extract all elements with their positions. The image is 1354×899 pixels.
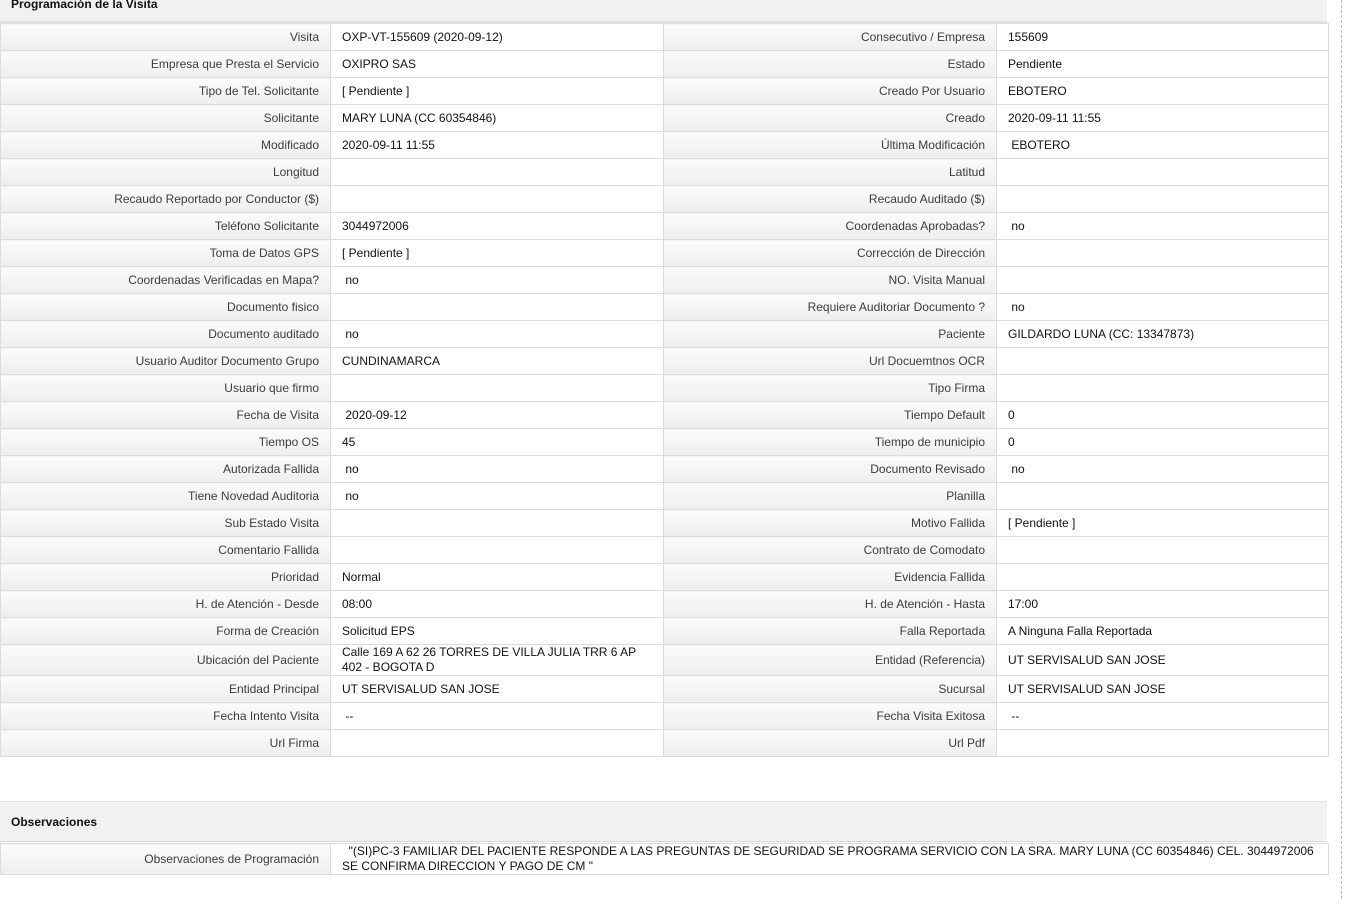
section-title-programacion-text: Programación de la Visita — [11, 0, 158, 11]
field-value: no — [331, 456, 664, 483]
field-label: Creado — [664, 105, 997, 132]
table-row — [1, 375, 1329, 402]
field-label: Modificado — [1, 132, 331, 159]
field-value — [331, 375, 664, 402]
field-label: Comentario Fallida — [1, 537, 331, 564]
observaciones-table — [0, 843, 1329, 875]
table-row — [1, 159, 1329, 186]
table-row — [1, 348, 1329, 375]
table-row — [1, 321, 1329, 348]
field-value: 2020-09-12 — [331, 402, 664, 429]
field-value: CUNDINAMARCA — [331, 348, 664, 375]
field-value — [331, 186, 664, 213]
field-label: Tipo de Tel. Solicitante — [1, 78, 331, 105]
field-value — [997, 267, 1329, 294]
field-label: Documento Revisado — [664, 456, 997, 483]
field-value — [331, 159, 664, 186]
field-label: Observaciones de Programación — [1, 844, 331, 875]
field-value — [997, 348, 1329, 375]
field-value — [331, 294, 664, 321]
field-value: EBOTERO — [997, 78, 1329, 105]
field-label: Recaudo Reportado por Conductor ($) — [1, 186, 331, 213]
field-value: UT SERVISALUD SAN JOSE — [997, 645, 1329, 676]
field-label: Sucursal — [664, 676, 997, 703]
field-label: H. de Atención - Hasta — [664, 591, 997, 618]
field-label: Forma de Creación — [1, 618, 331, 645]
field-value: OXP-VT-155609 (2020-09-12) — [331, 24, 664, 51]
table-row — [1, 51, 1329, 78]
field-value: Pendiente — [997, 51, 1329, 78]
field-value: no — [997, 294, 1329, 321]
field-value — [997, 159, 1329, 186]
field-label: Coordenadas Verificadas en Mapa? — [1, 267, 331, 294]
field-value: 17:00 — [997, 591, 1329, 618]
table-row — [1, 703, 1329, 730]
field-value: no — [997, 213, 1329, 240]
table-row — [1, 78, 1329, 105]
field-label: Estado — [664, 51, 997, 78]
table-row — [1, 456, 1329, 483]
field-value: Calle 169 A 62 26 TORRES DE VILLA JULIA TRR 6 AP 402 - BOGOTA D — [331, 645, 664, 676]
field-label: Recaudo Auditado ($) — [664, 186, 997, 213]
field-label: Corrección de Dirección — [664, 240, 997, 267]
field-value — [997, 240, 1329, 267]
field-value: 2020-09-11 11:55 — [997, 105, 1329, 132]
field-label: Contrato de Comodato — [664, 537, 997, 564]
field-value: UT SERVISALUD SAN JOSE — [997, 676, 1329, 703]
field-label: Solicitante — [1, 105, 331, 132]
field-label: Tiempo Default — [664, 402, 997, 429]
field-label: Usuario Auditor Documento Grupo — [1, 348, 331, 375]
field-label: Ubicación del Paciente — [1, 645, 331, 676]
field-value: no — [331, 321, 664, 348]
field-label: Tipo Firma — [664, 375, 997, 402]
table-row — [1, 105, 1329, 132]
field-value: Solicitud EPS — [331, 618, 664, 645]
field-value: "(SI)PC-3 FAMILIAR DEL PACIENTE RESPONDE A LAS PREGUNTAS DE SEGURIDAD SE PROGRAMA SERVICIO CON LA SRA. MARY LUNA (CC 60354846) CEL. 3044972006 SE CONFIRMA DIRECCION Y PAGO DE CM " — [331, 844, 1329, 875]
field-label: Fecha Visita Exitosa — [664, 703, 997, 730]
table-row — [1, 294, 1329, 321]
field-label: Prioridad — [1, 564, 331, 591]
field-value: 0 — [997, 402, 1329, 429]
table-row — [1, 24, 1329, 51]
table-row — [1, 510, 1329, 537]
field-label: Entidad Principal — [1, 676, 331, 703]
field-label: Visita — [1, 24, 331, 51]
field-label: Tiene Novedad Auditoria — [1, 483, 331, 510]
field-value — [997, 483, 1329, 510]
field-value: 45 — [331, 429, 664, 456]
table-row — [1, 564, 1329, 591]
field-label: Teléfono Solicitante — [1, 213, 331, 240]
table-row — [1, 402, 1329, 429]
table-row — [1, 186, 1329, 213]
field-value: 0 — [997, 429, 1329, 456]
field-value: no — [331, 267, 664, 294]
field-label: Tiempo de municipio — [664, 429, 997, 456]
field-label: Fecha de Visita — [1, 402, 331, 429]
table-row — [1, 730, 1329, 757]
field-value: no — [997, 456, 1329, 483]
field-label: Autorizada Fallida — [1, 456, 331, 483]
field-value: no — [331, 483, 664, 510]
field-label: Paciente — [664, 321, 997, 348]
field-value: OXIPRO SAS — [331, 51, 664, 78]
table-row — [1, 537, 1329, 564]
field-value: EBOTERO — [997, 132, 1329, 159]
field-value: UT SERVISALUD SAN JOSE — [331, 676, 664, 703]
field-value — [997, 537, 1329, 564]
field-label: Tiempo OS — [1, 429, 331, 456]
field-label: Consecutivo / Empresa — [664, 24, 997, 51]
section-title-programacion — [0, 0, 1327, 23]
field-label: Fecha Intento Visita — [1, 703, 331, 730]
section-title-observaciones-text: Observaciones — [11, 815, 98, 829]
field-value: A Ninguna Falla Reportada — [997, 618, 1329, 645]
field-label: Documento fisico — [1, 294, 331, 321]
field-value — [997, 564, 1329, 591]
field-value: [ Pendiente ] — [997, 510, 1329, 537]
page-divider — [1341, 0, 1342, 899]
table-row — [1, 213, 1329, 240]
field-value: -- — [331, 703, 664, 730]
field-label: Falla Reportada — [664, 618, 997, 645]
table-row — [1, 676, 1329, 703]
table-row — [1, 645, 1329, 676]
field-label: Requiere Auditoriar Documento ? — [664, 294, 997, 321]
field-value: [ Pendiente ] — [331, 78, 664, 105]
table-row — [1, 429, 1329, 456]
field-label: Evidencia Fallida — [664, 564, 997, 591]
field-value — [997, 375, 1329, 402]
field-value: -- — [997, 703, 1329, 730]
field-value: 08:00 — [331, 591, 664, 618]
table-row — [1, 483, 1329, 510]
field-label: Última Modificación — [664, 132, 997, 159]
field-label: Documento auditado — [1, 321, 331, 348]
field-value — [997, 186, 1329, 213]
field-label: Creado Por Usuario — [664, 78, 997, 105]
field-value: 155609 — [997, 24, 1329, 51]
field-value: Normal — [331, 564, 664, 591]
field-value — [331, 537, 664, 564]
field-value: MARY LUNA (CC 60354846) — [331, 105, 664, 132]
field-label: Coordenadas Aprobadas? — [664, 213, 997, 240]
field-label: Planilla — [664, 483, 997, 510]
field-label: Url Docuemtnos OCR — [664, 348, 997, 375]
visit-details-table — [0, 23, 1329, 757]
table-row — [1, 132, 1329, 159]
field-label: Motivo Fallida — [664, 510, 997, 537]
field-label: Sub Estado Visita — [1, 510, 331, 537]
field-value — [997, 730, 1329, 757]
field-label: Url Pdf — [664, 730, 997, 757]
field-label: Toma de Datos GPS — [1, 240, 331, 267]
field-label: Empresa que Presta el Servicio — [1, 51, 331, 78]
field-value: GILDARDO LUNA (CC: 13347873) — [997, 321, 1329, 348]
field-value: 2020-09-11 11:55 — [331, 132, 664, 159]
table-row — [1, 267, 1329, 294]
field-value: 3044972006 — [331, 213, 664, 240]
field-label: Entidad (Referencia) — [664, 645, 997, 676]
table-row — [1, 591, 1329, 618]
field-label: Latitud — [664, 159, 997, 186]
table-row — [1, 240, 1329, 267]
field-label: NO. Visita Manual — [664, 267, 997, 294]
table-row — [1, 618, 1329, 645]
section-title-observaciones — [0, 801, 1327, 842]
field-value — [331, 730, 664, 757]
field-label: Usuario que firmo — [1, 375, 331, 402]
field-value: [ Pendiente ] — [331, 240, 664, 267]
table-row — [1, 844, 1329, 875]
field-label: Longitud — [1, 159, 331, 186]
field-value — [331, 510, 664, 537]
field-label: H. de Atención - Desde — [1, 591, 331, 618]
field-label: Url Firma — [1, 730, 331, 757]
